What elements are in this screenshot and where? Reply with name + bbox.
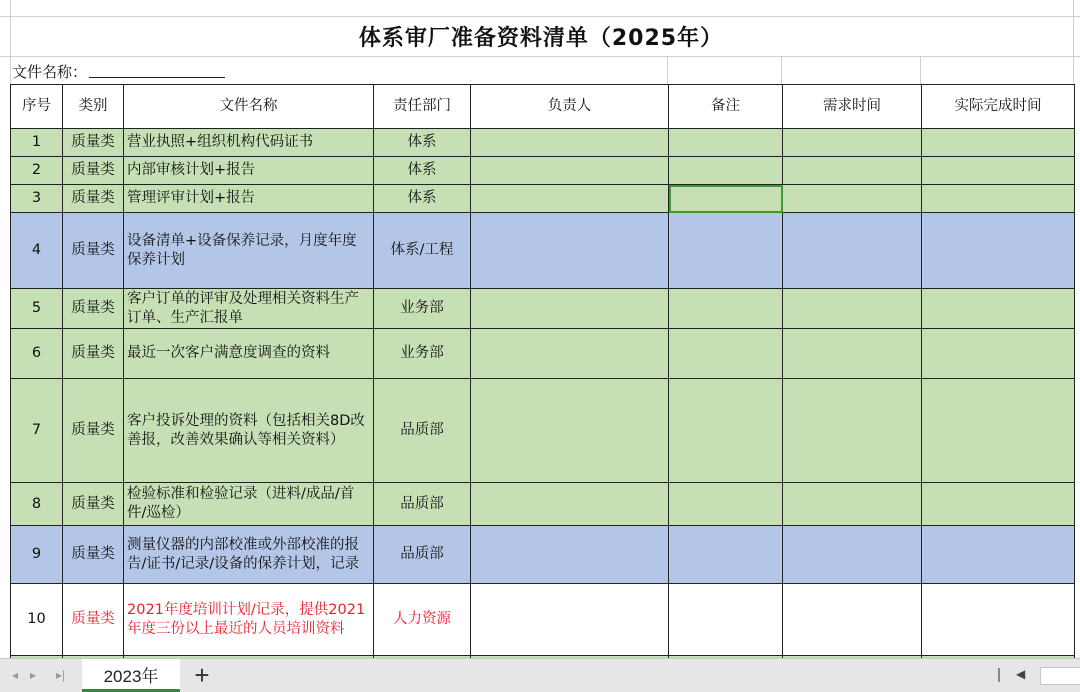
first-sheet-icon[interactable]: ◂ — [12, 668, 19, 682]
gridline — [920, 56, 921, 84]
cell-file-name[interactable]: 测量仪器的内部校准或外部校准的报告/证书/记录/设备的保养计划，记录 — [124, 526, 374, 584]
cell-category[interactable]: 质量类 — [63, 584, 124, 656]
cell-owner[interactable] — [471, 379, 669, 483]
gridline — [781, 56, 782, 84]
cell-category[interactable]: 质量类 — [63, 213, 124, 289]
cell-done[interactable] — [922, 329, 1075, 379]
row-header-strip — [0, 84, 6, 658]
cell-dept[interactable]: 品质部 — [374, 526, 471, 584]
cell-file-name[interactable]: 设备清单+设备保养记录，月度年度保养计划 — [124, 213, 374, 289]
cell-file-name[interactable]: 营业执照+组织机构代码证书 — [124, 129, 374, 157]
cell-file-name[interactable]: 2021年度培训计划/记录，提供2021年度三份以上最近的人员培训资料 — [124, 584, 374, 656]
cell-no[interactable]: 9 — [11, 526, 63, 584]
table-row — [11, 185, 1075, 213]
table-row — [11, 379, 1075, 483]
cell-done[interactable] — [922, 584, 1075, 656]
cell-done[interactable] — [922, 185, 1075, 213]
table-row — [11, 129, 1075, 157]
cell-note[interactable] — [669, 129, 783, 157]
cell-due[interactable] — [783, 213, 922, 289]
cell-file-name[interactable]: 检验标准和检验记录（进料/成品/首件/巡检） — [124, 483, 374, 526]
prev-sheet-icon[interactable]: ▸ — [30, 668, 37, 682]
cell-category[interactable]: 质量类 — [63, 157, 124, 185]
cell-dept[interactable]: 品质部 — [374, 379, 471, 483]
cell-dept[interactable]: 体系 — [374, 185, 471, 213]
col-header-dept[interactable]: 责任部门 — [374, 85, 471, 129]
cell-owner[interactable] — [471, 129, 669, 157]
cell-no[interactable]: 8 — [11, 483, 63, 526]
col-header-file-name[interactable]: 文件名称 — [124, 85, 374, 129]
gridline — [0, 56, 1080, 57]
cell-due[interactable] — [783, 584, 922, 656]
cell-file-name[interactable]: 客户投诉处理的资料（包括相关8D改善报，改善效果确认等相关资料） — [124, 379, 374, 483]
col-header-owner[interactable]: 负责人 — [471, 85, 669, 129]
table-row — [11, 329, 1075, 379]
cell-category[interactable]: 质量类 — [63, 379, 124, 483]
cell-file-name[interactable]: 内部审核计划+报告 — [124, 157, 374, 185]
cell-due[interactable] — [783, 129, 922, 157]
plus-icon[interactable]: + — [194, 659, 210, 690]
cell-dept[interactable]: 业务部 — [374, 329, 471, 379]
cell-dept[interactable]: 人力资源 — [374, 584, 471, 656]
gridline — [1073, 0, 1074, 84]
cell-note[interactable] — [669, 379, 783, 483]
cell-no[interactable]: 7 — [11, 379, 63, 483]
cell-category[interactable]: 质量类 — [63, 185, 124, 213]
cell-due[interactable] — [783, 526, 922, 584]
cell-done[interactable] — [922, 379, 1075, 483]
cell-dept[interactable]: 体系 — [374, 129, 471, 157]
sheet-title: 体系审厂准备资料清单（2025年） — [358, 25, 724, 51]
horizontal-scrollbar[interactable] — [1040, 667, 1080, 685]
cell-due[interactable] — [783, 185, 922, 213]
cell-no[interactable]: 5 — [11, 289, 63, 329]
table-row — [11, 213, 1075, 289]
cell-file-name[interactable]: 客户订单的评审及处理相关资料生产订单、生产汇报单 — [124, 289, 374, 329]
file-name-label: 文件名称： — [12, 62, 88, 81]
cell-owner[interactable] — [471, 584, 669, 656]
cell-category[interactable]: 质量类 — [63, 526, 124, 584]
cell-no[interactable]: 3 — [11, 185, 63, 213]
cell-owner[interactable] — [471, 185, 669, 213]
cell-no[interactable]: 6 — [11, 329, 63, 379]
cell-dept[interactable]: 品质部 — [374, 483, 471, 526]
col-header-done[interactable]: 实际完成时间 — [922, 85, 1075, 129]
table-row — [11, 289, 1075, 329]
cell-no[interactable]: 10 — [11, 584, 63, 656]
cell-category[interactable]: 质量类 — [63, 483, 124, 526]
cell-done[interactable] — [922, 483, 1075, 526]
cell-owner[interactable] — [471, 157, 669, 185]
cell-due[interactable] — [783, 483, 922, 526]
cell-file-name[interactable]: 管理评审计划+报告 — [124, 185, 374, 213]
cell-category[interactable]: 质量类 — [63, 329, 124, 379]
cell-owner[interactable] — [471, 289, 669, 329]
table-row — [11, 483, 1075, 526]
cell-note[interactable] — [669, 483, 783, 526]
scroll-splitter[interactable] — [998, 668, 1000, 682]
cell-owner[interactable] — [471, 526, 669, 584]
file-name-blank[interactable] — [89, 65, 225, 78]
cell-category[interactable]: 质量类 — [63, 129, 124, 157]
header-row — [11, 85, 1075, 129]
cell-owner[interactable] — [471, 213, 669, 289]
file-name-row[interactable] — [12, 60, 225, 82]
cell-done[interactable] — [922, 129, 1075, 157]
col-header-no[interactable]: 序号 — [11, 85, 63, 129]
cell-owner[interactable] — [471, 329, 669, 379]
cell-note[interactable] — [669, 584, 783, 656]
cell-due[interactable] — [783, 289, 922, 329]
sheet-tab-active[interactable]: 2023年 — [82, 659, 180, 692]
table-row — [11, 526, 1075, 584]
cell-dept[interactable]: 体系 — [374, 157, 471, 185]
scroll-left-icon[interactable]: ◀ — [1016, 667, 1026, 681]
col-header-due[interactable]: 需求时间 — [783, 85, 922, 129]
cell-note[interactable] — [669, 157, 783, 185]
checklist-table — [10, 84, 1075, 658]
col-header-note[interactable]: 备注 — [669, 85, 783, 129]
cell-note-selected[interactable] — [669, 185, 783, 213]
cell-owner[interactable] — [471, 483, 669, 526]
cell-due[interactable] — [783, 329, 922, 379]
cell-dept[interactable]: 业务部 — [374, 289, 471, 329]
cell-due[interactable] — [783, 157, 922, 185]
cell-file-name[interactable]: 最近一次客户满意度调查的资料 — [124, 329, 374, 379]
cell-dept[interactable]: 体系/工程 — [374, 213, 471, 289]
table-row — [11, 157, 1075, 185]
cell-done[interactable] — [922, 213, 1075, 289]
cell-category[interactable]: 质量类 — [63, 289, 124, 329]
cell-due[interactable] — [783, 379, 922, 483]
col-header-category[interactable]: 类别 — [63, 85, 124, 129]
cell-no[interactable]: 1 — [11, 129, 63, 157]
cell-no[interactable]: 2 — [11, 157, 63, 185]
cell-done[interactable] — [922, 157, 1075, 185]
gridline — [667, 56, 668, 84]
sheet-tab-bar — [0, 658, 1080, 692]
cell-done[interactable] — [922, 289, 1075, 329]
cell-note[interactable] — [669, 329, 783, 379]
cell-note[interactable] — [669, 213, 783, 289]
last-sheet-icon[interactable]: ▸| — [56, 668, 66, 682]
cell-note[interactable] — [669, 289, 783, 329]
cell-no[interactable]: 4 — [11, 213, 63, 289]
cell-note[interactable] — [669, 526, 783, 584]
table-row — [11, 584, 1075, 656]
cell-done[interactable] — [922, 526, 1075, 584]
